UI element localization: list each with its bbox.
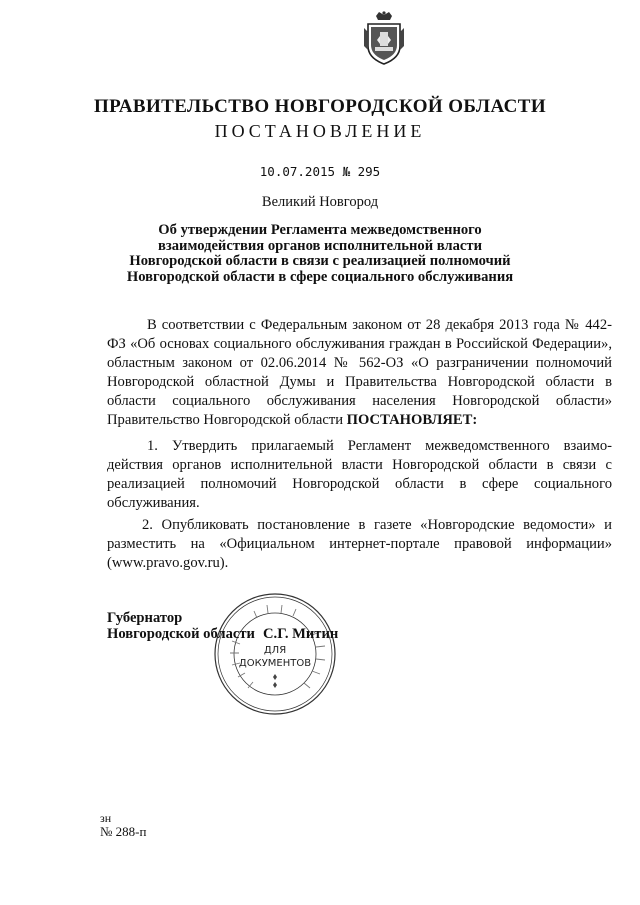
coat-of-arms-icon [362, 10, 406, 66]
signer-name: С.Г. Митин [263, 626, 339, 642]
stamp-line-1: ДЛЯ [263, 645, 287, 656]
government-title: ПРАВИТЕЛЬСТВО НОВГОРОДСКОЙ ОБЛАСТИ [94, 96, 546, 117]
footer-note [100, 812, 146, 838]
preamble-action: ПОСТАНОВЛЯЕТ: [346, 412, 478, 428]
signer-position-line-2: Новгородской области [107, 626, 255, 642]
preamble-text: В соответствии с Федеральным законом от 28 декабря 2013 года № 442-ФЗ «Об основах социального обслуживания граждан в Российской Федерации», областным законом от 02.06.2014 № 562-ОЗ «О разграничении полномочий Новгородской областной Думы и Правительства Новгородской области в области социального обслуживания населения Новгородской области» Правительство Новгородской области [107, 317, 612, 428]
stamp-line-2: ДОКУМЕНТОВ [238, 658, 312, 669]
city-name: Великий Новгород [261, 194, 379, 210]
footer-number: № 288-п [100, 824, 147, 839]
footer-initials: зн [100, 811, 112, 825]
item-1-paragraph: 1. Утвердить прилагаемый Регламент межведомственного взаимо-действия органов исполнительной власти Новгородской области в связи с реализацией полномочий Новгородской области в сфере социального обслуживания. [107, 438, 612, 511]
date-number: 10.07.2015 № 295 [259, 164, 381, 179]
document-subject: Об утверждении Регламента межведомственного взаимодействия органов исполнительной власти Новгородской области в связи с реализацией полномочий Новгородской области в сфере социального обслуживания [126, 222, 514, 285]
signer-position-line-1: Губернатор [107, 610, 183, 626]
document-type: ПОСТАНОВЛЕНИЕ [214, 121, 426, 141]
signer-position [107, 610, 255, 642]
item-2-paragraph: 2. Опубликовать постановление в газете «Новгородские ведомости» и разместить на «Официальном интернет-портале правовой информации» (www.pravo.gov.ru). [107, 517, 612, 571]
preamble-paragraph [107, 316, 612, 430]
